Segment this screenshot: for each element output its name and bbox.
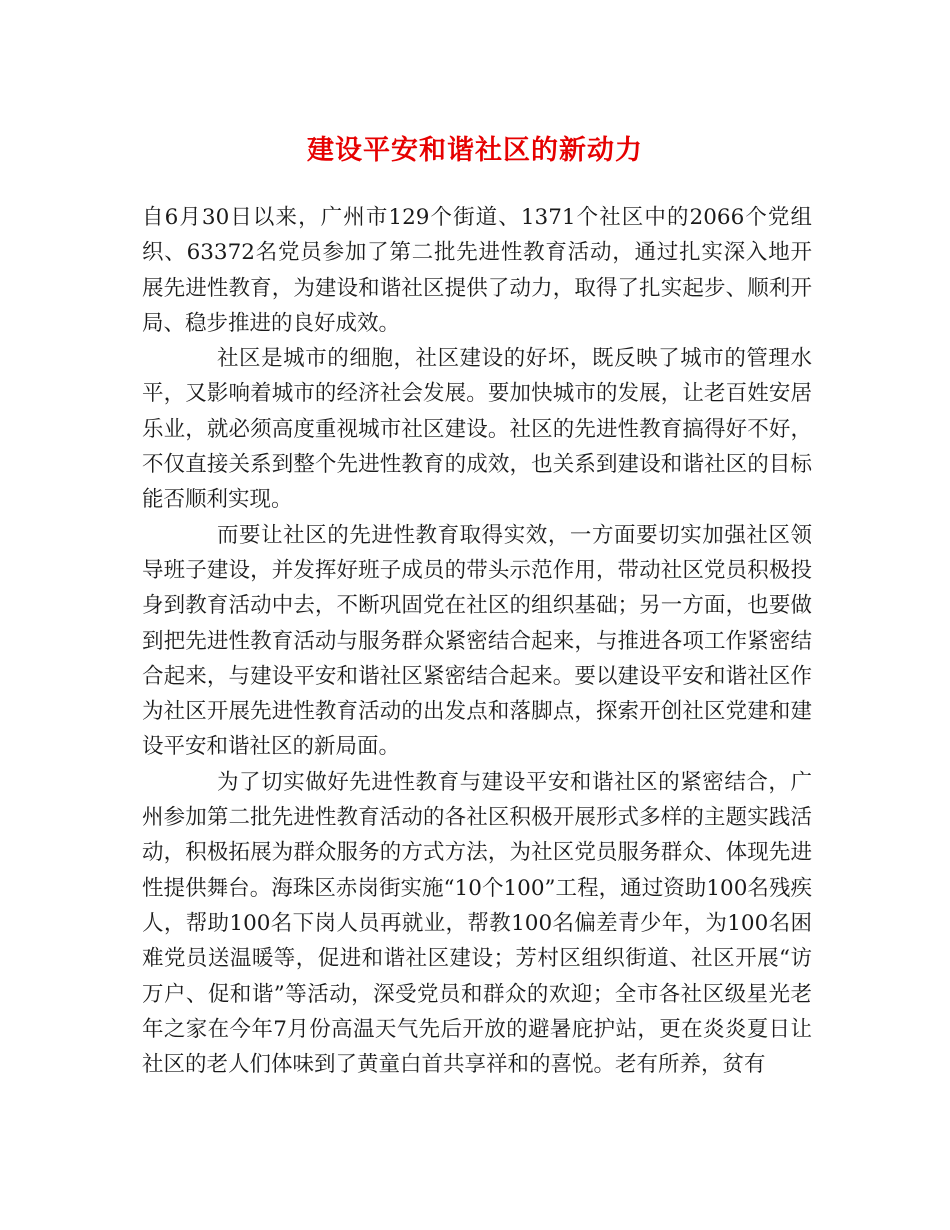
paragraph-2: 社区是城市的细胞，社区建设的好坏，既反映了城市的管理水平，又影响着城市的经济社会发展。要加快城市的发展，让老百姓安居乐业，就必须高度重视城市社区建设。社区的先进性教育搞得好不好，不仅直接关系到整个先进性教育的成效，也关系到建设和谐社区的目标能否顺利实现。 xyxy=(142,346,812,513)
paragraph-3: 而要让社区的先进性教育取得实效，一方面要切实加强社区领导班子建设，并发挥好班子成员的带头示范作用，带动社区党员积极投身到教育活动中去，不断巩固党在社区的组织基础；另一方面，也要做到把先进性教育活动与服务群众紧密结合起来，与推进各项工作紧密结合起来，与建设平安和谐社区紧密结合起来。要以建设平安和谐社区作为社区开展先进性教育活动的出发点和落脚点，探索开创社区党建和建设平安和谐社区的新局面。 xyxy=(142,522,812,760)
document-body xyxy=(142,200,812,1082)
paragraph-4: 为了切实做好先进性教育与建设平安和谐社区的紧密结合，广州参加第二批先进性教育活动的各社区积极开展形式多样的主题实践活动，积极拓展为群众服务的方式方法，为社区党员服务群众、体现先进性提供舞台。海珠区赤岗街实施“10个100”工程，通过资助100名残疾人，帮助100名下岗人员再就业，帮教100名偏差青少年，为100名困难党员送温暖等，促进和谐社区建设；芳村区组织街道、社区开展“访万户、促和谐”等活动，深受党员和群众的欢迎；全市各社区级星光老年之家在今年7月份高温天气先后开放的避暑庇护站，更在炎炎夏日让社区的老人们体味到了黄童白首共享祥和的喜悦。老有所养，贫有 xyxy=(142,769,812,1078)
document-title: 建设平安和谐社区的新动力 xyxy=(307,135,643,166)
paragraph-1: 自6月30日以来，广州市129个街道、1371个社区中的2066个党组织、63372名党员参加了第二批先进性教育活动，通过扎实深入地开展先进性教育，为建设和谐社区提供了动力，取得了扎实起步、顺利开局、稳步推进的良好成效。 xyxy=(142,205,812,336)
